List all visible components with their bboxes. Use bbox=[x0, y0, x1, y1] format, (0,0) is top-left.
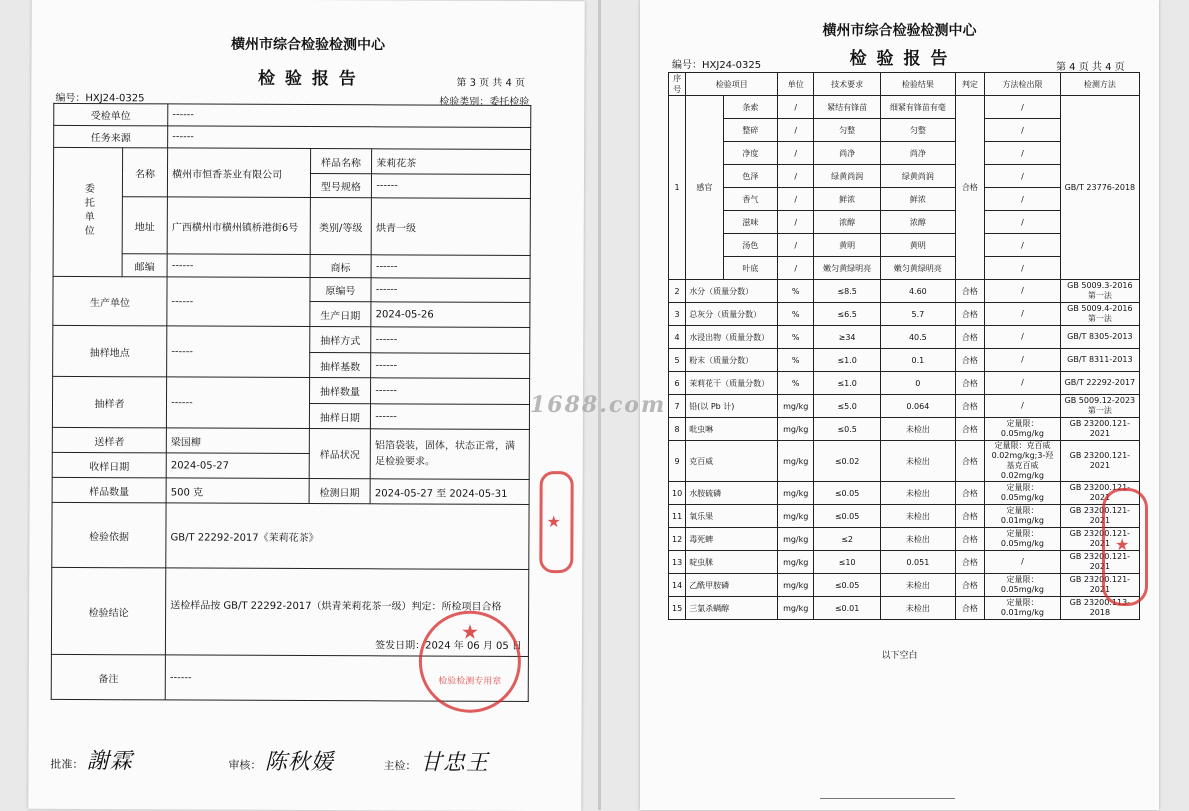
table-cell: 紧结有锋苗 bbox=[814, 96, 881, 119]
table-cell: / bbox=[985, 349, 1061, 372]
table-cell: / bbox=[985, 372, 1061, 395]
table-cell: 未检出 bbox=[881, 441, 956, 482]
count-value: 500 克 bbox=[166, 478, 309, 504]
table-cell: 3 bbox=[669, 303, 686, 326]
qty-label: 抽样数量 bbox=[309, 378, 371, 404]
table-cell: 氧乐果 bbox=[686, 505, 778, 528]
grade-value: 烘青一级 bbox=[371, 198, 530, 256]
prod-date-label: 生产日期 bbox=[309, 302, 371, 327]
table-cell: mg/kg bbox=[778, 505, 814, 528]
table-cell: 0.064 bbox=[881, 395, 956, 418]
table-cell: GB/T 8305-2013 bbox=[1060, 326, 1139, 349]
result-row bbox=[669, 441, 1140, 482]
brand-value: ------ bbox=[371, 255, 530, 279]
table-cell: / bbox=[985, 395, 1061, 418]
table-cell: 浓醇 bbox=[814, 211, 881, 234]
basis-value: GB/T 22292-2017《茉莉花茶》 bbox=[166, 503, 529, 570]
issue-date: 签发日期：2024 年 06 月 05 日 bbox=[375, 640, 522, 652]
table-cell: 细紧有锋苗有毫 bbox=[881, 96, 956, 119]
table-cell: 三氯杀螨醇 bbox=[686, 597, 778, 620]
table-cell: 啶虫脒 bbox=[686, 551, 778, 574]
table-cell: 合格 bbox=[955, 482, 985, 505]
remark-label: 备注 bbox=[51, 654, 165, 699]
table-cell: / bbox=[985, 551, 1061, 574]
table-cell: 13 bbox=[669, 551, 686, 574]
header-item: 检验项目 bbox=[686, 73, 778, 96]
table-cell: ≤0.05 bbox=[814, 574, 881, 597]
client-name-label: 名称 bbox=[122, 148, 167, 197]
table-cell: / bbox=[985, 188, 1061, 211]
result-row bbox=[669, 574, 1140, 597]
table-cell: 未检出 bbox=[881, 418, 956, 441]
producer-value: ------ bbox=[167, 277, 310, 327]
center-name-right: 横州市综合检验检测中心 bbox=[822, 23, 977, 39]
table-row bbox=[53, 196, 530, 255]
watermark: 1688.com bbox=[530, 392, 667, 418]
postcode-value: ------ bbox=[167, 254, 310, 278]
table-cell: 绿黄尚润 bbox=[814, 165, 881, 188]
table-cell: 嫩匀黄绿明亮 bbox=[881, 257, 956, 280]
test-date-value: 2024-05-27 至 2024-05-31 bbox=[370, 479, 529, 505]
method-value: ------ bbox=[371, 327, 530, 354]
table-cell: % bbox=[778, 303, 814, 326]
table-cell: 黄明 bbox=[881, 234, 956, 257]
table-cell: 铅(以 Pb 计) bbox=[686, 395, 778, 418]
table-cell: % bbox=[778, 280, 814, 303]
sdate-value: ------ bbox=[371, 404, 530, 430]
table-cell: mg/kg bbox=[778, 482, 814, 505]
table-cell: 条索 bbox=[723, 96, 778, 119]
table-cell: 0 bbox=[881, 372, 956, 395]
client-name-value: 横州市恒香茶业有限公司 bbox=[168, 148, 311, 198]
table-cell: ≤0.02 bbox=[814, 441, 881, 482]
report-number-right: 编号：HXJ24-0325 bbox=[672, 60, 762, 71]
page-number-right: 第 4 页 共 4 页 bbox=[1056, 62, 1125, 73]
table-cell: 合格 bbox=[955, 574, 985, 597]
sampler-value: ------ bbox=[167, 377, 310, 429]
table-cell: / bbox=[985, 119, 1061, 142]
table-cell: ≥34 bbox=[814, 326, 881, 349]
table-cell: / bbox=[985, 326, 1061, 349]
result-row bbox=[669, 551, 1140, 574]
addr-value: 广西横州市横州镇桥港街6号 bbox=[167, 197, 310, 255]
table-cell: mg/kg bbox=[778, 597, 814, 620]
table-cell: 合格 bbox=[955, 418, 985, 441]
table-cell: 4 bbox=[669, 326, 686, 349]
table-cell: ≤1.0 bbox=[814, 372, 881, 395]
center-name: 横州市综合检验检测中心 bbox=[231, 36, 386, 54]
table-cell: ≤0.05 bbox=[814, 482, 881, 505]
approve-name: 謝霖 bbox=[86, 749, 134, 775]
table-cell: 合格 bbox=[955, 326, 985, 349]
table-cell: 整碎 bbox=[723, 119, 778, 142]
table-cell: GB/T 23776-2018 bbox=[1060, 96, 1139, 280]
chief-name: 甘忠王 bbox=[419, 750, 490, 776]
status-value: 铝箔袋装，固体，状态正常，满足检验要求。 bbox=[370, 429, 529, 480]
result-row bbox=[669, 505, 1140, 528]
table-row bbox=[53, 376, 530, 404]
blank-below-note: 以下空白 bbox=[881, 651, 918, 661]
table-row bbox=[52, 427, 529, 454]
header-judge: 判定 bbox=[955, 73, 985, 96]
orig-no-label: 原编号 bbox=[310, 278, 372, 302]
result-row bbox=[669, 372, 1140, 395]
table-cell: ≤10 bbox=[814, 551, 881, 574]
page-number: 第 3 页 共 4 页 bbox=[456, 77, 526, 89]
model-value: ------ bbox=[372, 174, 531, 199]
table-cell: / bbox=[778, 211, 814, 234]
method-label: 抽样方式 bbox=[309, 327, 371, 353]
table-cell: 鲜浓 bbox=[814, 188, 881, 211]
table-cell: / bbox=[778, 165, 814, 188]
result-row bbox=[669, 280, 1140, 303]
table-cell: GB 5009.3-2016 第一法 bbox=[1060, 280, 1139, 303]
report-number: 编号：HXJ24-0325 bbox=[55, 92, 145, 105]
basis-label: 检验依据 bbox=[52, 502, 166, 567]
sampler-label: 抽样者 bbox=[52, 376, 166, 427]
table-cell: 感官 bbox=[686, 96, 723, 280]
table-cell: / bbox=[985, 234, 1061, 257]
table-cell: 合格 bbox=[955, 551, 985, 574]
table-row bbox=[53, 276, 530, 302]
table-cell: 10 bbox=[669, 482, 686, 505]
table-cell: 茉莉花干（质量分数） bbox=[686, 372, 778, 395]
table-cell: 4.60 bbox=[881, 280, 956, 303]
table-cell: 合格 bbox=[955, 505, 985, 528]
table-cell: 12 bbox=[669, 528, 686, 551]
table-cell: 未检出 bbox=[881, 597, 956, 620]
table-cell: % bbox=[778, 372, 814, 395]
review-name: 陈秋媛 bbox=[264, 749, 335, 776]
table-row bbox=[52, 502, 529, 569]
recv-label: 受检单位 bbox=[54, 103, 168, 125]
table-cell: GB/T 8311-2013 bbox=[1060, 349, 1139, 372]
table-cell: GB 23200.121-2021 bbox=[1060, 528, 1139, 551]
table-cell: 匀整 bbox=[814, 119, 881, 142]
table-cell: 汤色 bbox=[723, 234, 778, 257]
header-limit: 方法检出限 bbox=[985, 73, 1061, 96]
table-cell: mg/kg bbox=[778, 441, 814, 482]
test-category: 检验类别：委托检验 bbox=[439, 96, 530, 108]
table-cell: mg/kg bbox=[778, 551, 814, 574]
table-cell: 40.5 bbox=[881, 326, 956, 349]
table-cell: 嫩匀黄绿明亮 bbox=[814, 257, 881, 280]
table-cell: / bbox=[778, 119, 814, 142]
table-cell: ≤5.0 bbox=[814, 395, 881, 418]
table-cell: 定量限：0.05mg/kg bbox=[985, 418, 1061, 441]
table-cell: GB 23200.121-2021 bbox=[1060, 551, 1139, 574]
table-row bbox=[54, 103, 531, 127]
base-label: 抽样基数 bbox=[309, 353, 371, 378]
chief-signature: 主检： 甘忠王 bbox=[383, 750, 490, 776]
table-cell: 定量限：0.05mg/kg bbox=[985, 482, 1061, 505]
table-cell: mg/kg bbox=[778, 528, 814, 551]
table-cell: 净度 bbox=[723, 142, 778, 165]
table-cell: / bbox=[778, 234, 814, 257]
table-cell: / bbox=[778, 96, 814, 119]
table-cell: 定量限：0.01mg/kg bbox=[985, 597, 1061, 620]
header-unit: 单位 bbox=[778, 73, 814, 96]
table-cell: GB 23200.121-2021 bbox=[1060, 505, 1139, 528]
report-page-3 bbox=[28, 0, 585, 811]
base-value: ------ bbox=[371, 353, 530, 379]
header-result: 检验结果 bbox=[881, 73, 956, 96]
header-req: 技术要求 bbox=[814, 73, 881, 96]
grade-label: 类别/等级 bbox=[310, 198, 372, 255]
header-method: 检测方法 bbox=[1060, 73, 1139, 96]
bottom-rule bbox=[820, 798, 955, 799]
client-label: 委托单位 bbox=[53, 147, 123, 276]
report-page-4 bbox=[640, 0, 1159, 810]
table-cell: 合格 bbox=[955, 597, 985, 620]
table-row bbox=[54, 147, 531, 174]
table-cell: GB 23200.121-2021 bbox=[1060, 482, 1139, 505]
table-cell: 尚净 bbox=[881, 142, 956, 165]
table-cell: GB 5009.12-2023 第一法 bbox=[1060, 395, 1139, 418]
count-label: 样品数量 bbox=[52, 477, 166, 502]
table-cell: 未检出 bbox=[881, 574, 956, 597]
table-cell: 8 bbox=[669, 418, 686, 441]
table-cell: 6 bbox=[669, 372, 686, 395]
qty-value: ------ bbox=[371, 378, 530, 405]
table-cell: 14 bbox=[669, 574, 686, 597]
table-cell: 乙酰甲胺磷 bbox=[686, 574, 778, 597]
table-cell: 吡虫啉 bbox=[686, 418, 778, 441]
table-cell: 浓醇 bbox=[881, 211, 956, 234]
table-cell: 合格 bbox=[955, 280, 985, 303]
table-cell: 匀整 bbox=[881, 119, 956, 142]
table-cell: 9 bbox=[669, 441, 686, 482]
sender-value: 梁国柳 bbox=[166, 428, 309, 454]
review-signature: 审核： 陈秋媛 bbox=[228, 749, 335, 776]
table-cell: 5 bbox=[669, 349, 686, 372]
table-cell: 香气 bbox=[723, 188, 778, 211]
table-cell: 未检出 bbox=[881, 528, 956, 551]
table-cell: GB 23200.121-2021 bbox=[1060, 418, 1139, 441]
table-cell: GB 23200.121-2021 bbox=[1060, 441, 1139, 482]
table-cell: GB/T 22292-2017 bbox=[1060, 372, 1139, 395]
table-cell: 水胺硫磷 bbox=[686, 482, 778, 505]
result-row bbox=[669, 482, 1140, 505]
task-value: ------ bbox=[168, 126, 531, 150]
table-cell: / bbox=[985, 142, 1061, 165]
table-cell: ≤0.05 bbox=[814, 505, 881, 528]
table-cell: 总灰分（质量分数） bbox=[686, 303, 778, 326]
table-cell: 合格 bbox=[955, 96, 985, 280]
table-cell: 合格 bbox=[955, 528, 985, 551]
model-label: 型号规格 bbox=[310, 174, 372, 198]
table-cell: / bbox=[778, 188, 814, 211]
sensory-row bbox=[669, 96, 1140, 119]
table-cell: % bbox=[778, 349, 814, 372]
table-cell: / bbox=[985, 303, 1061, 326]
table-cell: 2 bbox=[669, 280, 686, 303]
table-cell: / bbox=[985, 280, 1061, 303]
brand-label: 商标 bbox=[310, 255, 372, 278]
conclusion-label: 检验结论 bbox=[51, 567, 165, 654]
header-row bbox=[669, 73, 1140, 96]
result-row bbox=[669, 349, 1140, 372]
sender-label: 送样者 bbox=[52, 427, 166, 452]
place-label: 抽样地点 bbox=[53, 325, 167, 376]
table-cell: 黄明 bbox=[814, 234, 881, 257]
table-cell: 7 bbox=[669, 395, 686, 418]
table-cell: % bbox=[778, 326, 814, 349]
table-cell: 定量限：0.05mg/kg bbox=[985, 528, 1061, 551]
postcode-label: 邮编 bbox=[122, 254, 167, 277]
table-cell: 合格 bbox=[955, 372, 985, 395]
table-cell: 合格 bbox=[955, 303, 985, 326]
table-cell: 滋味 bbox=[723, 211, 778, 234]
table-cell: 15 bbox=[669, 597, 686, 620]
result-row bbox=[669, 303, 1140, 326]
seam-seal-icon: ★ bbox=[539, 471, 573, 573]
official-seal-icon: ★ 检验检测专用章 bbox=[419, 610, 521, 712]
addr-label: 地址 bbox=[122, 197, 167, 254]
table-cell: mg/kg bbox=[778, 395, 814, 418]
table-cell: ≤0.5 bbox=[814, 418, 881, 441]
table-cell: 绿黄尚润 bbox=[881, 165, 956, 188]
table-cell: 未检出 bbox=[881, 482, 956, 505]
table-cell: 11 bbox=[669, 505, 686, 528]
table-cell: ≤1.0 bbox=[814, 349, 881, 372]
table-cell: 克百威 bbox=[686, 441, 778, 482]
conclusion-value: 送检样品按 GB/T 22292-2017（烘青茉莉花茶一级）判定：所检项目合格 bbox=[170, 600, 502, 613]
table-cell: 未检出 bbox=[881, 505, 956, 528]
task-label: 任务来源 bbox=[54, 125, 168, 147]
table-cell: 合格 bbox=[955, 441, 985, 482]
report-title: 检 验 报 告 bbox=[257, 68, 358, 90]
table-cell: / bbox=[985, 211, 1061, 234]
approve-signature: 批准： 謝霖 bbox=[50, 749, 134, 775]
results-table bbox=[668, 72, 1140, 620]
table-row bbox=[53, 325, 530, 353]
table-cell: 0.1 bbox=[881, 349, 956, 372]
orig-no-value: ------ bbox=[371, 278, 530, 303]
table-cell: 定量限：克百威 0.02mg/kg;3-羟基克百威 0.02mg/kg bbox=[985, 441, 1061, 482]
producer-label: 生产单位 bbox=[53, 276, 167, 325]
table-cell: / bbox=[778, 257, 814, 280]
table-cell: ≤8.5 bbox=[814, 280, 881, 303]
table-cell: GB 23200.121-2021 bbox=[1060, 574, 1139, 597]
table-cell: / bbox=[778, 142, 814, 165]
test-date-label: 检测日期 bbox=[309, 479, 371, 504]
table-cell: / bbox=[985, 96, 1061, 119]
table-cell: 合格 bbox=[955, 395, 985, 418]
sample-name-value: 茉莉花茶 bbox=[372, 149, 531, 175]
place-value: ------ bbox=[167, 326, 310, 378]
table-cell: 粉末（质量分数） bbox=[686, 349, 778, 372]
table-cell: 定量限：0.01mg/kg bbox=[985, 505, 1061, 528]
recv-value: ------ bbox=[168, 104, 531, 128]
table-cell: 尚净 bbox=[814, 142, 881, 165]
table-cell: 1 bbox=[669, 96, 686, 280]
table-row bbox=[52, 477, 529, 504]
table-row bbox=[53, 253, 530, 278]
recv-date-label: 收样日期 bbox=[52, 452, 166, 477]
table-cell: mg/kg bbox=[778, 574, 814, 597]
seam-seal-right-icon: ★ bbox=[1102, 488, 1148, 606]
result-row bbox=[669, 418, 1140, 441]
table-cell: GB 23200.113-2018 bbox=[1060, 597, 1139, 620]
table-row bbox=[54, 125, 531, 149]
recv-date-value: 2024-05-27 bbox=[166, 453, 309, 479]
table-cell: 水浸出物（质量分数） bbox=[686, 326, 778, 349]
result-row bbox=[669, 528, 1140, 551]
prod-date-value: 2024-05-26 bbox=[371, 302, 530, 328]
table-cell: 鲜浓 bbox=[881, 188, 956, 211]
table-cell: 色泽 bbox=[723, 165, 778, 188]
table-cell: GB 5009.4-2016 第一法 bbox=[1060, 303, 1139, 326]
remark-value: ------ bbox=[165, 655, 528, 702]
report-title-right: 检 验 报 告 bbox=[849, 49, 950, 69]
result-row bbox=[669, 597, 1140, 620]
sample-name-label: 样品名称 bbox=[310, 149, 372, 174]
header-no: 序号 bbox=[669, 73, 686, 96]
status-label: 样品状况 bbox=[309, 429, 371, 479]
table-cell: / bbox=[985, 257, 1061, 280]
table-cell: ≤6.5 bbox=[814, 303, 881, 326]
table-cell: 合格 bbox=[955, 349, 985, 372]
sdate-label: 抽样日期 bbox=[309, 404, 371, 429]
result-row bbox=[669, 326, 1140, 349]
table-cell: ≤2 bbox=[814, 528, 881, 551]
table-cell: / bbox=[985, 165, 1061, 188]
table-cell: 5.7 bbox=[881, 303, 956, 326]
result-row bbox=[669, 395, 1140, 418]
table-cell: mg/kg bbox=[778, 418, 814, 441]
table-cell: ≤0.01 bbox=[814, 597, 881, 620]
table-cell: 叶底 bbox=[723, 257, 778, 280]
table-cell: 0.051 bbox=[881, 551, 956, 574]
table-cell: 毒死蜱 bbox=[686, 528, 778, 551]
table-cell: 定量限：0.05mg/kg bbox=[985, 574, 1061, 597]
table-cell: 水分（质量分数） bbox=[686, 280, 778, 303]
